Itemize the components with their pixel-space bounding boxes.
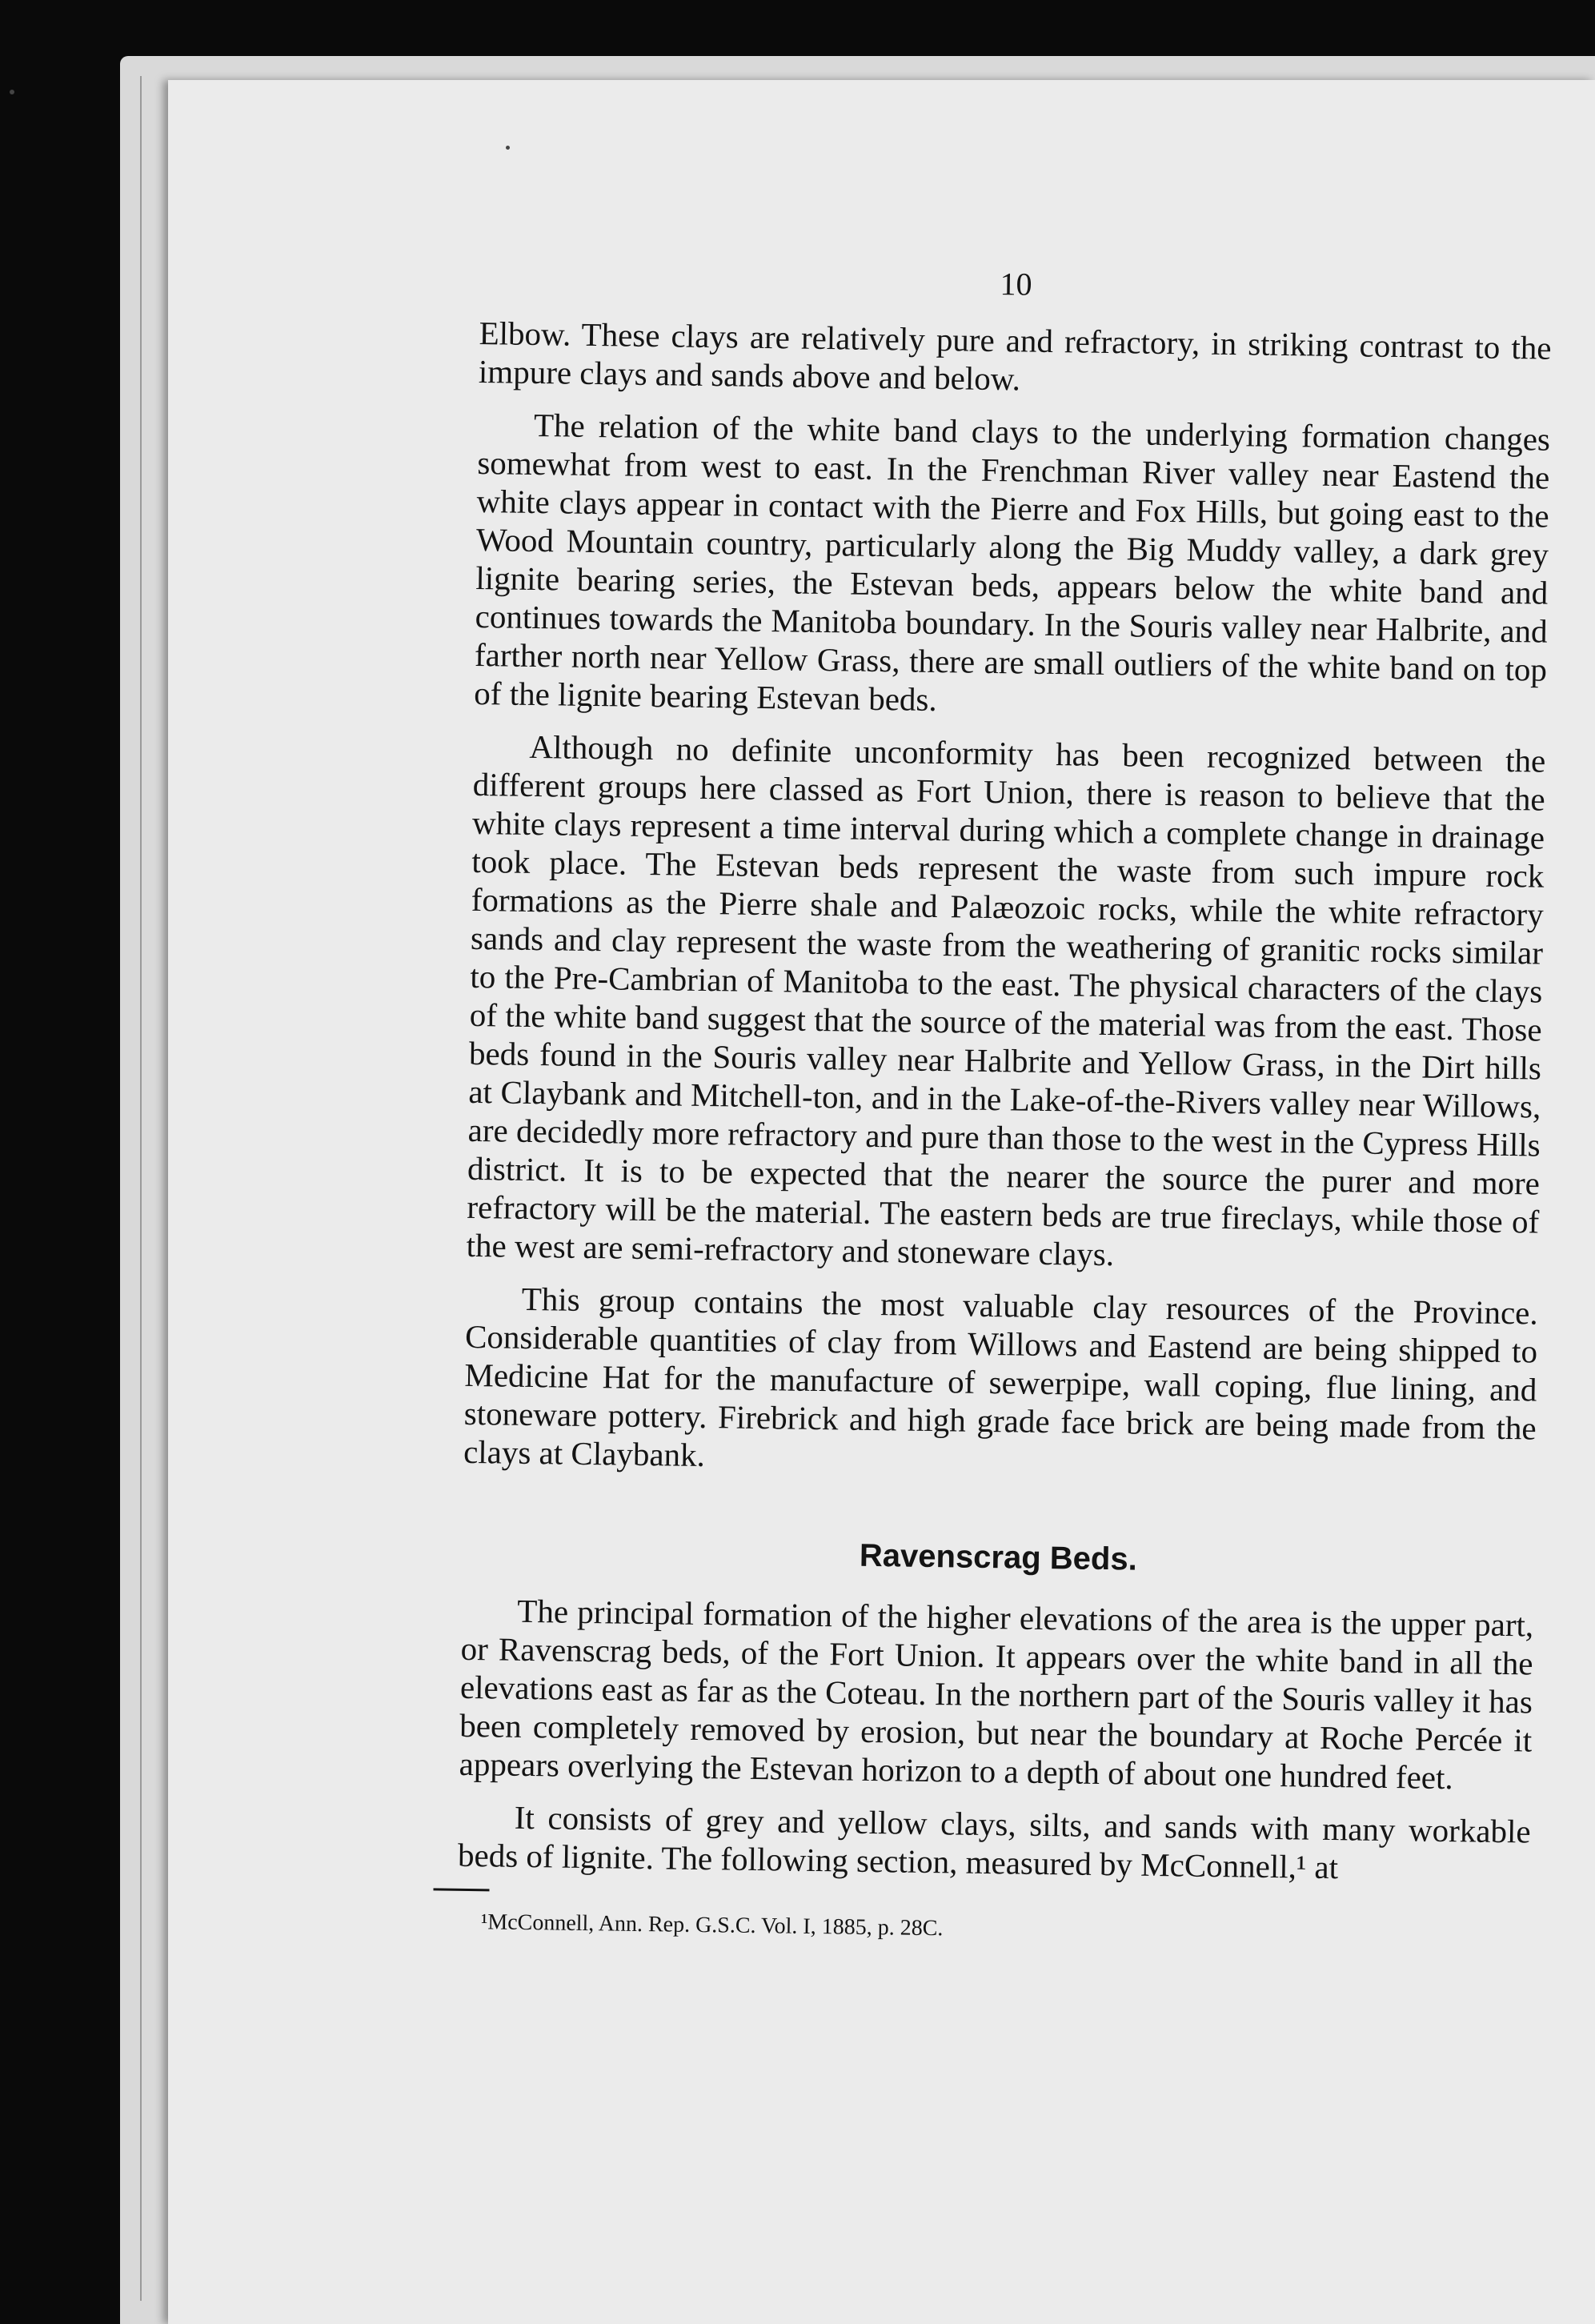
paragraph-2: The relation of the white band clays to the underlying formation changes somewhat from west to east. In the Frenchman River valley near Eastend the white clays appear in contact with the Pierre and Fox Hills, but going east to the Wood Mountain country, particularly along the Big Muddy valley, a dark grey lignite bearing series, the Estevan beds, appears below the white band and continues towards the Manitoba boundary. In the Souris valley near Halbrite, and farther north near Yellow Grass, there are small outliers of the white band on top of the lignite bearing Estevan beds. bbox=[474, 406, 1551, 719]
paragraph-1: Elbow. These clays are relatively pure and refractory, in striking contrast to the impure clays and sands above and below. bbox=[478, 314, 1552, 398]
scan-speck bbox=[506, 146, 510, 150]
page-number: 10 bbox=[1000, 266, 1032, 303]
footnote: ¹McConnell, Ann. Rep. G.S.C. Vol. I, 1885, p. 28C. bbox=[480, 1909, 944, 1941]
text-block bbox=[453, 256, 1553, 2207]
paragraph-4: This group contains the most valuable clay resources of the Province. Considerable quantities of clay from Willows and Eastend are being shipped to Medicine Hat for the manufacture of sewerpipe, wall coping, flue lining, and stoneware pottery. Firebrick and high grade face brick are being made from the clays at Claybank. bbox=[463, 1280, 1539, 1474]
scan-speck bbox=[10, 90, 14, 94]
binding-edge bbox=[140, 76, 142, 2301]
paragraph-6: It consists of grey and yellow clays, silts, and sands with many workable beds of lignite. The following section, measured by McConnell,¹ at bbox=[457, 1798, 1531, 1886]
paragraph-5: The principal formation of the higher elevations of the area is the upper part, or Ravenscrag beds, of the Fort Union. It appears over the white band in all the elevations east as far as the Coteau. In the northern part of the Souris valley it has been completely removed by erosion, but near the boundary at Roche Percée it appears overlying the Estevan horizon to a depth of about one hundred feet. bbox=[459, 1592, 1534, 1797]
section-heading: Ravenscrag Beds. bbox=[859, 1537, 1138, 1577]
paragraph-3: Although no definite unconformity has been recognized between the different groups here classed as Fort Union, there is reason to believe that the white clays represent a time interval during which a complete change in drainage took place. The Estevan beds represent the waste from such impure rock formations as the Pierre shale and Palæozoic rocks, while the white refractory sands and clay represent the waste from the weathering of granitic rocks similar to the Pre-Cambrian of Manitoba to the east. The physical characters of the clays of the white band suggest that the source of the material was from the east. Those beds found in the Souris valley near Halbrite and Yellow Grass, in the Dirt hills at Claybank and Mitchell-ton, and in the Lake-of-the-Rivers valley near Willows, are decidedly more refractory and pure than those to the west in the Cypress Hills district. It is to be expected that the nearer the source the purer and more refractory will be the material. The eastern beds are true fireclays, while those of the west are semi-refractory and stoneware clays. bbox=[466, 727, 1546, 1273]
